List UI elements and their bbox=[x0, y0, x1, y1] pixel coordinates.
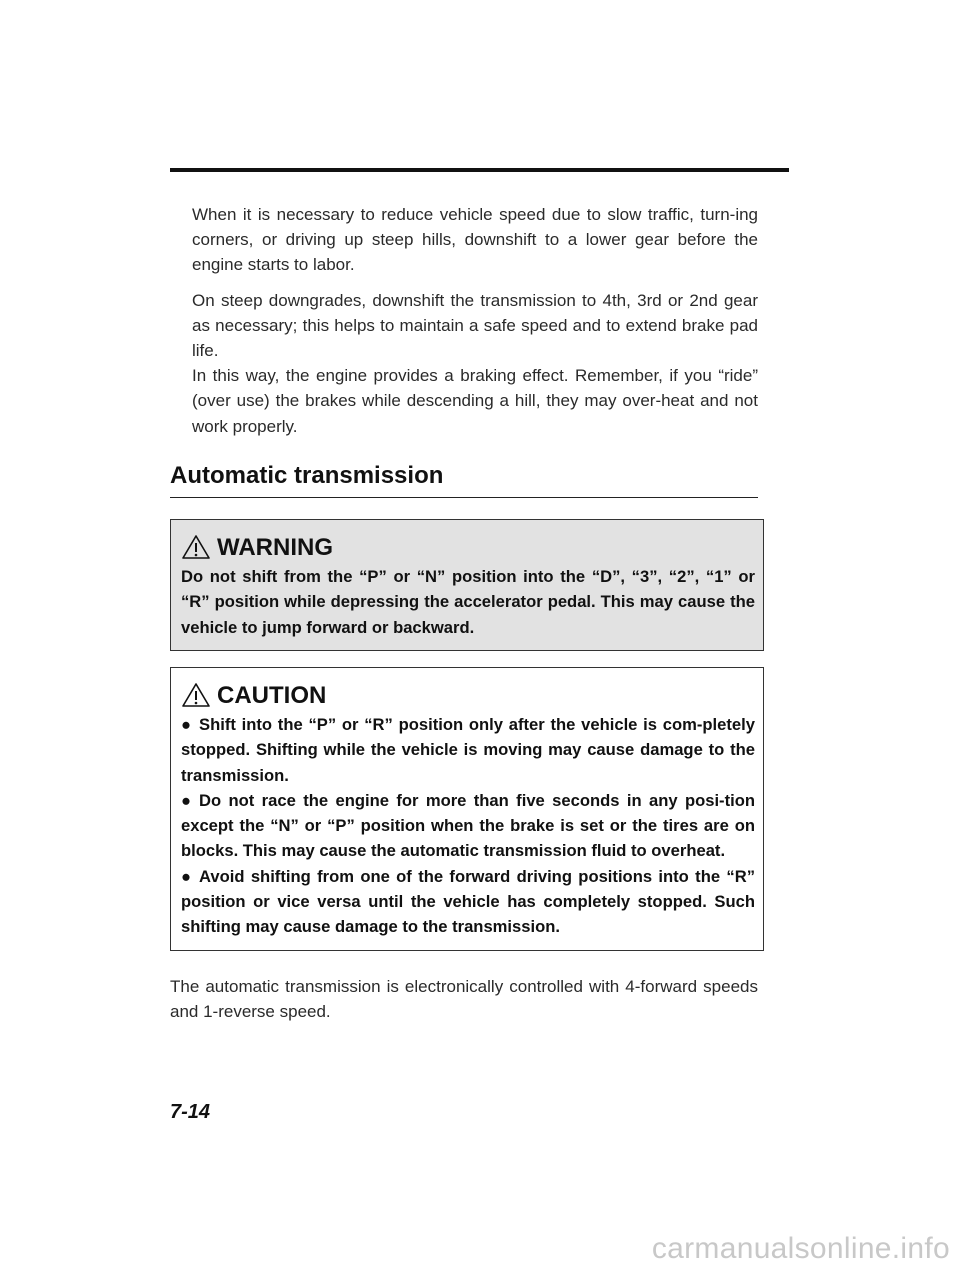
watermark: carmanualsonline.info bbox=[651, 1232, 950, 1265]
caution-box bbox=[170, 667, 764, 951]
warning-text: Do not shift from the “P” or “N” position into the “D”, “3”, “2”, “1” or “R” position while depressing the accelerator pedal. This may cause the vehicle to jump forward or backward. bbox=[181, 567, 755, 637]
caution-item bbox=[181, 712, 755, 788]
warning-title-row bbox=[181, 534, 755, 560]
top-rule bbox=[170, 168, 789, 172]
intro-paragraph: In this way, the engine provides a braking effect. Remember, if you “ride” (over use) the brakes while descending a hill, they may over-heat and not work properly. bbox=[192, 366, 758, 436]
caution-title: CAUTION bbox=[217, 682, 327, 709]
section-heading: Automatic transmission bbox=[170, 462, 758, 498]
outro-paragraph: The automatic transmission is electronically controlled with 4-forward speeds and 1-reverse speed. bbox=[170, 977, 758, 1022]
intro-paragraph: On steep downgrades, downshift the transmission to 4th, 3rd or 2nd gear as necessary; this helps to maintain a safe speed and to extend brake pad life. bbox=[192, 290, 758, 361]
caution-item-text: Do not race the engine for more than five seconds in any posi-tion except the “N” or “P” position when the brake is set or the tires are on blocks. This may cause the automatic transmission fluid to overheat. bbox=[181, 790, 755, 861]
caution-item bbox=[181, 864, 755, 940]
page-number: 7-14 bbox=[170, 1101, 211, 1123]
caution-title-row bbox=[181, 682, 755, 708]
warning-triangle-icon bbox=[181, 682, 211, 708]
caution-item-text: Avoid shifting from one of the forward driving positions into the “R” position or vice versa until the vehicle has completely stopped. Such shifting may cause damage to the transmission. bbox=[181, 866, 755, 937]
warning-box bbox=[170, 519, 764, 651]
warning-title: WARNING bbox=[217, 534, 333, 561]
intro-paragraph: When it is necessary to reduce vehicle speed due to slow traffic, turn-ing corners, or driving up steep hills, downshift to a lower gear before the engine starts to labor. bbox=[192, 205, 758, 275]
caution-item bbox=[181, 788, 755, 864]
intro-text bbox=[192, 202, 758, 439]
bullet-icon: ● bbox=[181, 715, 192, 734]
caution-item-text: Shift into the “P” or “R” position only after the vehicle is com-pletely stopped. Shifting while the vehicle is moving may cause damage to the transmission. bbox=[181, 715, 755, 785]
bullet-icon: ● bbox=[181, 866, 192, 886]
bullet-icon: ● bbox=[181, 790, 192, 810]
warning-triangle-icon bbox=[181, 534, 211, 560]
